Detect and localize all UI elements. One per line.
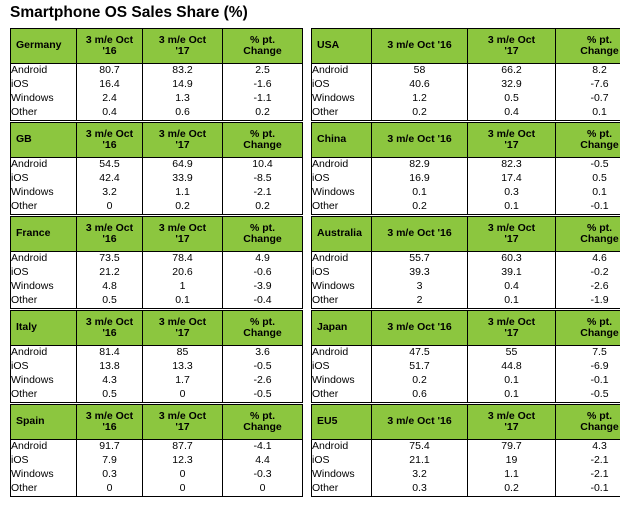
- column-header: % pt. Change: [223, 311, 303, 346]
- table-row: [312, 252, 620, 267]
- cell-value: 0.4: [468, 106, 556, 121]
- column-header: % pt. Change: [556, 123, 620, 158]
- cell-value: 7.5: [556, 346, 620, 361]
- row-label: iOS: [312, 266, 372, 280]
- cell-value: -2.1: [223, 186, 303, 200]
- table-australia: [311, 216, 620, 309]
- table-row: [11, 388, 303, 403]
- cell-value: 42.4: [77, 172, 143, 186]
- cell-value: 0.2: [223, 200, 303, 215]
- cell-value: 7.9: [77, 454, 143, 468]
- cell-value: 13.3: [143, 360, 223, 374]
- row-label: Other: [312, 294, 372, 309]
- cell-value: 64.9: [143, 158, 223, 173]
- cell-value: 78.4: [143, 252, 223, 267]
- region-header: Germany: [11, 29, 77, 64]
- cell-value: 0.3: [468, 186, 556, 200]
- cell-value: -0.5: [556, 158, 620, 173]
- row-label: Windows: [11, 468, 77, 482]
- table-row: [312, 468, 620, 482]
- column-header: 3 m/e Oct '16: [372, 29, 468, 64]
- cell-value: -0.1: [556, 374, 620, 388]
- cell-value: 0.2: [372, 106, 468, 121]
- cell-value: 0.3: [372, 482, 468, 497]
- cell-value: 0.1: [143, 294, 223, 309]
- table-row: [312, 172, 620, 186]
- row-label: iOS: [312, 360, 372, 374]
- table-italy: [10, 310, 303, 403]
- cell-value: 51.7: [372, 360, 468, 374]
- cell-value: 82.9: [372, 158, 468, 173]
- cell-value: 0.6: [372, 388, 468, 403]
- table-japan: [311, 310, 620, 403]
- row-label: iOS: [312, 78, 372, 92]
- page-title: Smartphone OS Sales Share (%): [10, 4, 248, 21]
- table-gb: [10, 122, 303, 215]
- cell-value: 0: [77, 200, 143, 215]
- column-header: % pt. Change: [556, 217, 620, 252]
- column-header: % pt. Change: [223, 405, 303, 440]
- column-header: 3 m/e Oct '16: [77, 29, 143, 64]
- row-label: Windows: [312, 374, 372, 388]
- row-label: Windows: [312, 280, 372, 294]
- cell-value: -1.1: [223, 92, 303, 106]
- cell-value: -2.1: [556, 454, 620, 468]
- cell-value: 0.5: [468, 92, 556, 106]
- cell-value: 40.6: [372, 78, 468, 92]
- row-label: Other: [312, 106, 372, 121]
- cell-value: 2: [372, 294, 468, 309]
- cell-value: 47.5: [372, 346, 468, 361]
- table-row: [312, 388, 620, 403]
- cell-value: 0.2: [372, 200, 468, 215]
- region-header: Japan: [312, 311, 372, 346]
- table-row: [312, 186, 620, 200]
- table-row: [11, 158, 303, 173]
- cell-value: 82.3: [468, 158, 556, 173]
- column-header: 3 m/e Oct '17: [468, 405, 556, 440]
- table-row: [312, 280, 620, 294]
- row-label: Android: [11, 346, 77, 361]
- cell-value: 2.4: [77, 92, 143, 106]
- table-row: [312, 360, 620, 374]
- table-row: [11, 64, 303, 79]
- row-label: Android: [11, 440, 77, 455]
- row-label: Other: [11, 106, 77, 121]
- column-header: 3 m/e Oct '17: [143, 311, 223, 346]
- cell-value: 0.5: [77, 388, 143, 403]
- cell-value: 0.5: [77, 294, 143, 309]
- table-row: [312, 106, 620, 121]
- cell-value: 80.7: [77, 64, 143, 79]
- cell-value: -4.1: [223, 440, 303, 455]
- cell-value: -0.5: [556, 388, 620, 403]
- column-header: 3 m/e Oct '16: [77, 217, 143, 252]
- cell-value: 0.6: [143, 106, 223, 121]
- row-label: Android: [312, 64, 372, 79]
- cell-value: 2.5: [223, 64, 303, 79]
- column-header: 3 m/e Oct '17: [143, 123, 223, 158]
- cell-value: -2.6: [223, 374, 303, 388]
- table-row: [11, 106, 303, 121]
- column-header: % pt. Change: [556, 405, 620, 440]
- column-header: 3 m/e Oct '17: [468, 123, 556, 158]
- row-label: Windows: [11, 280, 77, 294]
- cell-value: 1: [143, 280, 223, 294]
- cell-value: -0.4: [223, 294, 303, 309]
- table-row: [312, 482, 620, 497]
- cell-value: 0: [223, 482, 303, 497]
- table-row: [11, 172, 303, 186]
- cell-value: -0.1: [556, 200, 620, 215]
- row-label: Other: [312, 388, 372, 403]
- cell-value: 0.1: [556, 106, 620, 121]
- table-row: [11, 78, 303, 92]
- cell-value: 0.3: [77, 468, 143, 482]
- cell-value: 79.7: [468, 440, 556, 455]
- row-label: iOS: [11, 172, 77, 186]
- cell-value: 0.2: [468, 482, 556, 497]
- row-label: Windows: [11, 186, 77, 200]
- cell-value: 0.2: [223, 106, 303, 121]
- cell-value: 85: [143, 346, 223, 361]
- cell-value: 13.8: [77, 360, 143, 374]
- cell-value: 55: [468, 346, 556, 361]
- column-header: 3 m/e Oct '16: [372, 123, 468, 158]
- column-header: 3 m/e Oct '16: [372, 217, 468, 252]
- table-row: [312, 92, 620, 106]
- region-header: Spain: [11, 405, 77, 440]
- cell-value: 0: [143, 468, 223, 482]
- row-label: iOS: [11, 266, 77, 280]
- row-label: Other: [11, 388, 77, 403]
- cell-value: 1.7: [143, 374, 223, 388]
- row-label: iOS: [312, 454, 372, 468]
- cell-value: 1.2: [372, 92, 468, 106]
- table-row: [11, 374, 303, 388]
- table-usa: [311, 28, 620, 121]
- column-header: 3 m/e Oct '17: [468, 29, 556, 64]
- cell-value: 39.3: [372, 266, 468, 280]
- table-row: [11, 186, 303, 200]
- table-row: [11, 482, 303, 497]
- column-header: 3 m/e Oct '17: [143, 29, 223, 64]
- cell-value: 0: [143, 482, 223, 497]
- row-label: Windows: [312, 186, 372, 200]
- cell-value: 4.8: [77, 280, 143, 294]
- column-header: 3 m/e Oct '16: [77, 123, 143, 158]
- row-label: Android: [11, 158, 77, 173]
- cell-value: -7.6: [556, 78, 620, 92]
- cell-value: 16.4: [77, 78, 143, 92]
- cell-value: -0.6: [223, 266, 303, 280]
- cell-value: 87.7: [143, 440, 223, 455]
- cell-value: 4.3: [556, 440, 620, 455]
- cell-value: 0.1: [468, 388, 556, 403]
- cell-value: 81.4: [77, 346, 143, 361]
- cell-value: 66.2: [468, 64, 556, 79]
- cell-value: 3.2: [372, 468, 468, 482]
- row-label: Android: [312, 252, 372, 267]
- cell-value: -0.5: [223, 388, 303, 403]
- cell-value: -0.3: [223, 468, 303, 482]
- cell-value: 14.9: [143, 78, 223, 92]
- column-header: 3 m/e Oct '17: [468, 217, 556, 252]
- cell-value: 4.4: [223, 454, 303, 468]
- table-row: [312, 294, 620, 309]
- table-row: [312, 78, 620, 92]
- table-row: [11, 200, 303, 215]
- cell-value: 0: [77, 482, 143, 497]
- cell-value: 83.2: [143, 64, 223, 79]
- table-row: [11, 454, 303, 468]
- cell-value: -0.7: [556, 92, 620, 106]
- column-header: 3 m/e Oct '16: [77, 311, 143, 346]
- cell-value: 16.9: [372, 172, 468, 186]
- table-row: [11, 294, 303, 309]
- cell-value: 0.4: [77, 106, 143, 121]
- region-header: GB: [11, 123, 77, 158]
- cell-value: 8.2: [556, 64, 620, 79]
- cell-value: 3: [372, 280, 468, 294]
- table-row: [312, 158, 620, 173]
- cell-value: 1.3: [143, 92, 223, 106]
- cell-value: 73.5: [77, 252, 143, 267]
- region-header: Italy: [11, 311, 77, 346]
- table-row: [11, 346, 303, 361]
- cell-value: 0.4: [468, 280, 556, 294]
- cell-value: 58: [372, 64, 468, 79]
- cell-value: 54.5: [77, 158, 143, 173]
- column-header: % pt. Change: [223, 29, 303, 64]
- cell-value: 4.3: [77, 374, 143, 388]
- table-row: [312, 266, 620, 280]
- cell-value: 0.1: [468, 294, 556, 309]
- table-row: [11, 468, 303, 482]
- table-spain: [10, 404, 303, 497]
- row-label: iOS: [312, 172, 372, 186]
- region-header: China: [312, 123, 372, 158]
- cell-value: 0.1: [468, 200, 556, 215]
- cell-value: -6.9: [556, 360, 620, 374]
- row-label: iOS: [11, 78, 77, 92]
- cell-value: 33.9: [143, 172, 223, 186]
- column-header: 3 m/e Oct '16: [372, 405, 468, 440]
- cell-value: 10.4: [223, 158, 303, 173]
- column-header: % pt. Change: [556, 311, 620, 346]
- cell-value: 0.2: [143, 200, 223, 215]
- cell-value: 3.6: [223, 346, 303, 361]
- row-label: iOS: [11, 360, 77, 374]
- region-header: EU5: [312, 405, 372, 440]
- cell-value: -1.9: [556, 294, 620, 309]
- cell-value: 3.2: [77, 186, 143, 200]
- cell-value: 12.3: [143, 454, 223, 468]
- table-germany: [10, 28, 303, 121]
- cell-value: 75.4: [372, 440, 468, 455]
- cell-value: -0.1: [556, 482, 620, 497]
- table-row: [11, 360, 303, 374]
- row-label: Android: [11, 252, 77, 267]
- row-label: Windows: [11, 92, 77, 106]
- row-label: Other: [11, 482, 77, 497]
- cell-value: 4.9: [223, 252, 303, 267]
- region-header: USA: [312, 29, 372, 64]
- table-row: [312, 200, 620, 215]
- cell-value: 0: [143, 388, 223, 403]
- table-row: [312, 440, 620, 455]
- row-label: Android: [11, 64, 77, 79]
- table-row: [312, 64, 620, 79]
- region-header: France: [11, 217, 77, 252]
- cell-value: 91.7: [77, 440, 143, 455]
- cell-value: 60.3: [468, 252, 556, 267]
- table-row: [11, 280, 303, 294]
- cell-value: 44.8: [468, 360, 556, 374]
- row-label: Other: [11, 200, 77, 215]
- column-header: % pt. Change: [223, 217, 303, 252]
- table-row: [312, 374, 620, 388]
- table-china: [311, 122, 620, 215]
- row-label: Windows: [312, 92, 372, 106]
- cell-value: 4.6: [556, 252, 620, 267]
- row-label: Other: [312, 200, 372, 215]
- table-row: [11, 440, 303, 455]
- cell-value: -3.9: [223, 280, 303, 294]
- table-france: [10, 216, 303, 309]
- table-row: [11, 266, 303, 280]
- cell-value: -2.6: [556, 280, 620, 294]
- cell-value: 0.1: [556, 186, 620, 200]
- column-header: 3 m/e Oct '16: [372, 311, 468, 346]
- cell-value: 39.1: [468, 266, 556, 280]
- table-eu5: [311, 404, 620, 497]
- column-header: 3 m/e Oct '16: [77, 405, 143, 440]
- cell-value: 21.1: [372, 454, 468, 468]
- cell-value: -8.5: [223, 172, 303, 186]
- row-label: Other: [312, 482, 372, 497]
- column-header: 3 m/e Oct '17: [143, 405, 223, 440]
- cell-value: -1.6: [223, 78, 303, 92]
- cell-value: 0.1: [468, 374, 556, 388]
- row-label: iOS: [11, 454, 77, 468]
- cell-value: 1.1: [468, 468, 556, 482]
- cell-value: 21.2: [77, 266, 143, 280]
- cell-value: 55.7: [372, 252, 468, 267]
- column-header: 3 m/e Oct '17: [143, 217, 223, 252]
- cell-value: 0.5: [556, 172, 620, 186]
- cell-value: 19: [468, 454, 556, 468]
- cell-value: 0.1: [372, 186, 468, 200]
- cell-value: 17.4: [468, 172, 556, 186]
- table-row: [312, 454, 620, 468]
- table-row: [11, 252, 303, 267]
- row-label: Android: [312, 440, 372, 455]
- cell-value: 32.9: [468, 78, 556, 92]
- row-label: Windows: [312, 468, 372, 482]
- row-label: Other: [11, 294, 77, 309]
- row-label: Android: [312, 158, 372, 173]
- table-row: [11, 92, 303, 106]
- cell-value: 20.6: [143, 266, 223, 280]
- region-header: Australia: [312, 217, 372, 252]
- row-label: Windows: [11, 374, 77, 388]
- cell-value: -0.5: [223, 360, 303, 374]
- column-header: % pt. Change: [223, 123, 303, 158]
- column-header: % pt. Change: [556, 29, 620, 64]
- cell-value: 0.2: [372, 374, 468, 388]
- table-row: [312, 346, 620, 361]
- row-label: Android: [312, 346, 372, 361]
- column-header: 3 m/e Oct '17: [468, 311, 556, 346]
- cell-value: -0.2: [556, 266, 620, 280]
- cell-value: -2.1: [556, 468, 620, 482]
- cell-value: 1.1: [143, 186, 223, 200]
